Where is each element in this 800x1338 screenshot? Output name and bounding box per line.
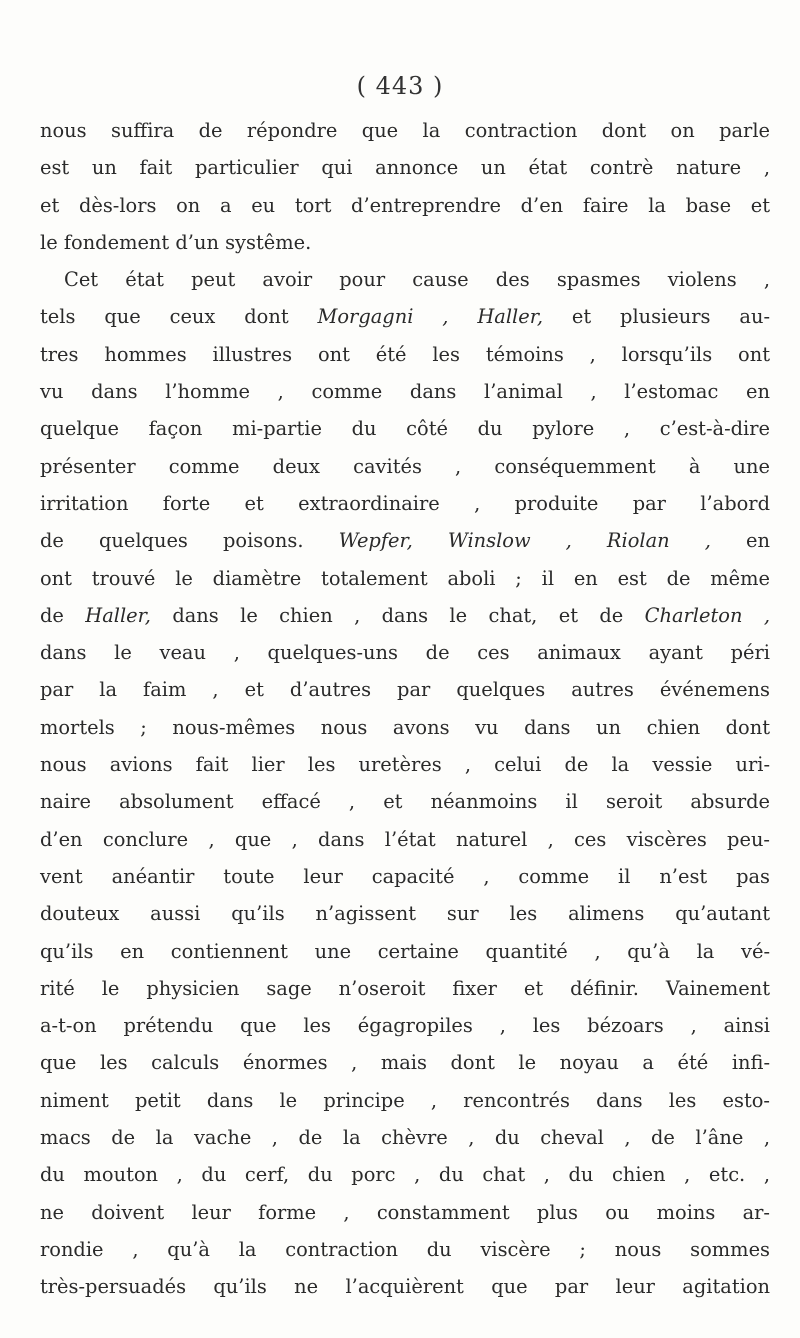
text-segment: nous suffira de répondre que la contraction dont on parle: [40, 119, 770, 142]
italic-name-segment: Wepfer, Winslow , Riolan ,: [338, 529, 711, 553]
text-segment: et dès-lors on a eu tort d’entreprendre d’en faire la base et: [40, 193, 770, 217]
text-segment: douteux aussi qu’ils n’agissent sur les alimens qu’autant: [40, 902, 770, 926]
text-line: [40, 821, 770, 858]
text-segment: très-persuadés qu’ils ne l’acquièrent que par leur agitation: [40, 1275, 770, 1299]
text-segment: ne doivent leur forme , constamment plus ou moins ar-: [40, 1200, 770, 1224]
text-segment: de: [40, 603, 86, 627]
text-line: [40, 1156, 770, 1193]
text-segment: tres hommes illustres ont été les témoins , lorsqu’ils ont: [40, 342, 770, 366]
text-segment: naire absolument effacé , et néanmoins il seroit absurde: [40, 790, 770, 814]
text-segment: macs de la vache , de la chèvre , du cheval , de l’âne ,: [40, 1126, 770, 1150]
text-segment: le fondement d’un systême.: [40, 230, 312, 254]
page-number: ( 443 ): [356, 72, 444, 100]
text-line: [40, 970, 770, 1007]
text-segment: tels que ceux dont: [40, 305, 318, 329]
text-segment: présenter comme deux cavités , conséquemment à une: [40, 454, 770, 478]
text-line: [40, 224, 770, 261]
text-segment: rité le physicien sage n’oseroit fixer et définir. Vainement: [40, 976, 770, 1000]
text-segment: irritation forte et extraordinaire , produite par l’abord: [40, 491, 770, 515]
text-line: [40, 560, 770, 597]
text-segment: vu dans l’homme , comme dans l’animal , l’estomac en: [40, 380, 770, 404]
text-segment: que les calculs énormes , mais dont le noyau a été infi-: [40, 1051, 770, 1075]
text-line: [40, 410, 770, 447]
body-text: [40, 112, 770, 1306]
text-segment: ont trouvé le diamètre totalement aboli ; il en est de même: [40, 566, 770, 590]
text-segment: par la faim , et d’autres par quelques autres événemens: [40, 678, 770, 702]
text-line: [40, 485, 770, 522]
text-segment: dans le chien , dans le chat, et de: [150, 603, 645, 627]
text-segment: nous avions fait lier les uretères , celui de la vessie uri-: [40, 753, 770, 777]
text-line: [40, 298, 770, 335]
text-line: [40, 448, 770, 485]
text-line: [40, 261, 770, 298]
text-line: [40, 858, 770, 895]
text-segment: et plusieurs au-: [543, 305, 770, 329]
text-line: [40, 597, 770, 634]
italic-name-segment: Charleton ,: [644, 603, 770, 627]
text-line: [40, 187, 770, 224]
text-segment: d’en conclure , que , dans l’état naturel , ces viscères peu-: [40, 827, 770, 851]
text-segment: Cet état peut avoir pour cause des spasmes violens ,: [64, 268, 770, 292]
text-line: [40, 895, 770, 932]
text-segment: mortels ; nous-mêmes nous avons vu dans un chien dont: [40, 715, 770, 739]
text-line: [40, 933, 770, 970]
text-line: [40, 709, 770, 746]
italic-name-segment: Morgagni , Haller,: [317, 305, 543, 329]
text-segment: dans le veau , quelques-uns de ces animaux ayant péri: [40, 641, 770, 665]
text-segment: qu’ils en contiennent une certaine quantité , qu’à la vé-: [40, 939, 770, 963]
text-line: [40, 1194, 770, 1231]
text-line: [40, 1082, 770, 1119]
text-line: [40, 373, 770, 410]
text-line: [40, 671, 770, 708]
text-segment: est un fait particulier qui annonce un état contrè nature ,: [40, 156, 770, 180]
text-line: [40, 1007, 770, 1044]
text-line: [40, 1119, 770, 1156]
text-segment: du mouton , du cerf, du porc , du chat , du chien , etc. ,: [40, 1163, 770, 1187]
text-line: [40, 1044, 770, 1081]
text-segment: vent anéantir toute leur capacité , comme il n’est pas: [40, 864, 770, 888]
text-line: [40, 746, 770, 783]
text-line: [40, 112, 770, 149]
text-segment: niment petit dans le principe , rencontrés dans les esto-: [40, 1088, 770, 1112]
text-line: [40, 634, 770, 671]
text-segment: a-t-on prétendu que les égagropiles , les bézoars , ainsi: [40, 1014, 770, 1038]
text-line: [40, 149, 770, 186]
text-line: [40, 336, 770, 373]
text-line: [40, 1231, 770, 1268]
text-segment: quelque façon mi-partie du côté du pylore , c’est-à-dire: [40, 417, 770, 441]
text-line: [40, 783, 770, 820]
text-segment: de quelques poisons.: [40, 529, 339, 553]
text-line: [40, 1268, 770, 1305]
text-line: [40, 522, 770, 559]
text-segment: en: [710, 529, 770, 553]
text-segment: rondie , qu’à la contraction du viscère ; nous sommes: [40, 1237, 770, 1261]
italic-name-segment: Haller,: [85, 603, 151, 627]
